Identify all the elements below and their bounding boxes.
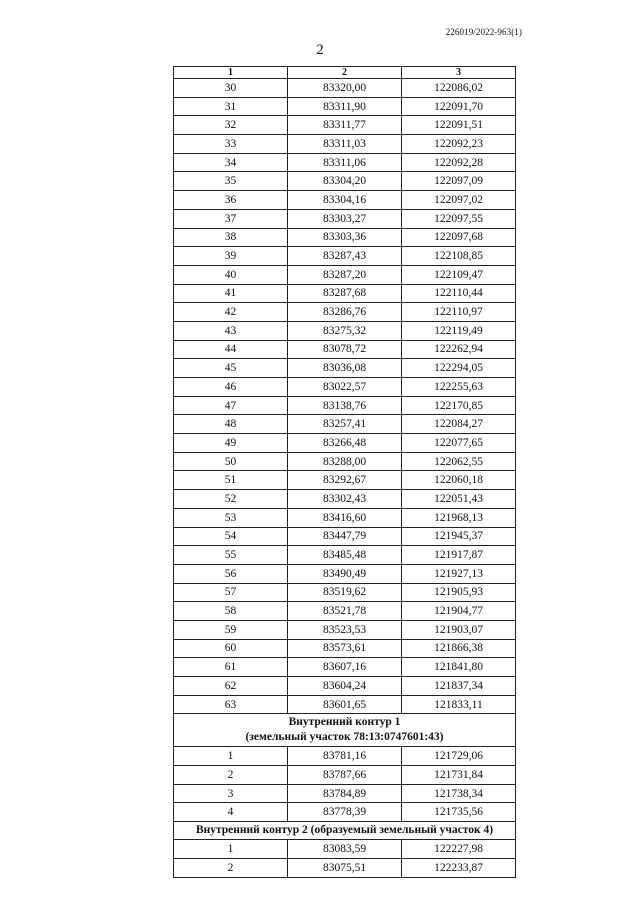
section-header-row <box>174 714 516 747</box>
table-row <box>174 583 516 602</box>
page-number: 2 <box>316 42 324 58</box>
coordinate-x: 83311,77 <box>288 116 402 135</box>
table-row <box>174 415 516 434</box>
coordinate-x: 83286,76 <box>288 303 402 322</box>
table-row <box>174 658 516 677</box>
coordinate-y: 121917,87 <box>402 546 516 565</box>
table-row <box>174 527 516 546</box>
coordinate-y: 121866,38 <box>402 639 516 658</box>
point-number: 59 <box>174 620 288 639</box>
point-number: 60 <box>174 639 288 658</box>
coordinate-x: 83302,43 <box>288 490 402 509</box>
inner-contour-1-rows <box>174 747 516 822</box>
coordinate-y: 122108,85 <box>402 247 516 266</box>
coordinate-x: 83485,48 <box>288 546 402 565</box>
point-number: 1 <box>174 747 288 766</box>
coordinate-x: 83083,59 <box>288 840 402 859</box>
coordinate-y: 121837,34 <box>402 677 516 696</box>
point-number: 45 <box>174 359 288 378</box>
coordinate-y: 122097,09 <box>402 172 516 191</box>
point-number: 2 <box>174 858 288 877</box>
coordinate-x: 83784,89 <box>288 784 402 803</box>
table-row <box>174 766 516 785</box>
table-row <box>174 747 516 766</box>
point-number: 40 <box>174 265 288 284</box>
section-title-line: Внутренний контур 1 <box>288 716 401 729</box>
coordinate-x: 83303,27 <box>288 209 402 228</box>
table-row <box>174 602 516 621</box>
coordinate-y: 121945,37 <box>402 527 516 546</box>
coordinate-y: 122097,68 <box>402 228 516 247</box>
table-row <box>174 396 516 415</box>
coordinate-x: 83266,48 <box>288 434 402 453</box>
table-row <box>174 284 516 303</box>
table-row <box>174 172 516 191</box>
coordinate-x: 83490,49 <box>288 564 402 583</box>
table-row <box>174 508 516 527</box>
table-row <box>174 639 516 658</box>
point-number: 49 <box>174 434 288 453</box>
section-header-row <box>174 822 516 840</box>
coordinate-y: 122092,28 <box>402 153 516 172</box>
table-row <box>174 620 516 639</box>
coordinate-x: 83138,76 <box>288 396 402 415</box>
coordinate-x: 83287,43 <box>288 247 402 266</box>
table-row <box>174 471 516 490</box>
column-header: 2 <box>288 67 402 79</box>
point-number: 48 <box>174 415 288 434</box>
table-row <box>174 153 516 172</box>
point-number: 58 <box>174 602 288 621</box>
coordinate-y: 122097,02 <box>402 191 516 210</box>
section-title-line: (земельный участок 78:13:0747601:43) <box>245 731 444 744</box>
coordinate-x: 83287,20 <box>288 265 402 284</box>
coordinate-y: 122233,87 <box>402 858 516 877</box>
table-row <box>174 265 516 284</box>
coordinates-table <box>173 66 516 878</box>
point-number: 42 <box>174 303 288 322</box>
coordinate-y: 121927,13 <box>402 564 516 583</box>
point-number: 30 <box>174 79 288 98</box>
table-row <box>174 79 516 98</box>
coordinate-x: 83604,24 <box>288 677 402 696</box>
table-row <box>174 228 516 247</box>
point-number: 39 <box>174 247 288 266</box>
point-number: 43 <box>174 321 288 340</box>
table-row <box>174 116 516 135</box>
coordinate-y: 121903,07 <box>402 620 516 639</box>
inner-contour-1 <box>174 714 516 747</box>
coordinate-x: 83416,60 <box>288 508 402 527</box>
inner-contour-2 <box>174 822 516 840</box>
point-number: 56 <box>174 564 288 583</box>
point-number: 50 <box>174 452 288 471</box>
coordinate-x: 83304,16 <box>288 191 402 210</box>
table-row <box>174 803 516 822</box>
table-row <box>174 840 516 859</box>
coordinate-y: 122062,55 <box>402 452 516 471</box>
coordinate-x: 83311,90 <box>288 97 402 116</box>
table-row <box>174 340 516 359</box>
coordinate-x: 83287,68 <box>288 284 402 303</box>
coordinate-x: 83601,65 <box>288 695 402 714</box>
coordinate-x: 83519,62 <box>288 583 402 602</box>
coordinate-x: 83292,67 <box>288 471 402 490</box>
coordinate-y: 121968,13 <box>402 508 516 527</box>
point-number: 61 <box>174 658 288 677</box>
coordinate-x: 83320,00 <box>288 79 402 98</box>
coordinate-y: 122092,23 <box>402 135 516 154</box>
point-number: 33 <box>174 135 288 154</box>
table-header-row <box>174 67 516 79</box>
coordinate-x: 83078,72 <box>288 340 402 359</box>
point-number: 3 <box>174 784 288 803</box>
coordinate-y: 122060,18 <box>402 471 516 490</box>
table-row <box>174 490 516 509</box>
coordinate-x: 83075,51 <box>288 858 402 877</box>
point-number: 57 <box>174 583 288 602</box>
coordinate-x: 83311,03 <box>288 135 402 154</box>
coordinate-x: 83447,79 <box>288 527 402 546</box>
coordinate-y: 121905,93 <box>402 583 516 602</box>
section-title: Внутренний контур 2 (образуемый земельный участок 4) <box>174 822 516 840</box>
table-row <box>174 452 516 471</box>
coordinate-x: 83778,39 <box>288 803 402 822</box>
coordinate-x: 83304,20 <box>288 172 402 191</box>
point-number: 54 <box>174 527 288 546</box>
coordinate-y: 122110,97 <box>402 303 516 322</box>
column-header: 1 <box>174 67 288 79</box>
point-number: 63 <box>174 695 288 714</box>
coordinate-x: 83521,78 <box>288 602 402 621</box>
point-number: 53 <box>174 508 288 527</box>
coordinate-y: 121904,77 <box>402 602 516 621</box>
table-row <box>174 858 516 877</box>
point-number: 35 <box>174 172 288 191</box>
point-number: 1 <box>174 840 288 859</box>
coordinate-x: 83787,66 <box>288 766 402 785</box>
coordinate-x: 83523,53 <box>288 620 402 639</box>
point-number: 41 <box>174 284 288 303</box>
table-row <box>174 359 516 378</box>
table-row <box>174 97 516 116</box>
coordinate-y: 122227,98 <box>402 840 516 859</box>
point-number: 36 <box>174 191 288 210</box>
table-row <box>174 303 516 322</box>
inner-contour-2-rows <box>174 840 516 877</box>
coordinate-y: 122084,27 <box>402 415 516 434</box>
coordinate-x: 83311,06 <box>288 153 402 172</box>
coordinate-x: 83257,41 <box>288 415 402 434</box>
coordinate-y: 121841,80 <box>402 658 516 677</box>
table-row <box>174 695 516 714</box>
coordinate-y: 121735,56 <box>402 803 516 822</box>
coordinate-y: 122086,02 <box>402 79 516 98</box>
coordinate-y: 122091,51 <box>402 116 516 135</box>
point-number: 2 <box>174 766 288 785</box>
coordinate-y: 122262,94 <box>402 340 516 359</box>
coordinate-x: 83022,57 <box>288 378 402 397</box>
point-number: 34 <box>174 153 288 172</box>
point-number: 47 <box>174 396 288 415</box>
coordinate-y: 121833,11 <box>402 695 516 714</box>
table-row <box>174 784 516 803</box>
document-id: 226019/2022-963(1) <box>445 27 522 37</box>
coordinate-y: 122170,85 <box>402 396 516 415</box>
coordinate-y: 122109,47 <box>402 265 516 284</box>
coordinate-y: 121738,34 <box>402 784 516 803</box>
coordinate-x: 83036,08 <box>288 359 402 378</box>
point-number: 55 <box>174 546 288 565</box>
table-row <box>174 434 516 453</box>
coordinate-y: 122077,65 <box>402 434 516 453</box>
coordinate-y: 122097,55 <box>402 209 516 228</box>
coordinate-x: 83303,36 <box>288 228 402 247</box>
point-number: 62 <box>174 677 288 696</box>
point-number: 46 <box>174 378 288 397</box>
coordinate-y: 122294,05 <box>402 359 516 378</box>
point-number: 51 <box>174 471 288 490</box>
section-title <box>174 714 516 747</box>
table-row <box>174 321 516 340</box>
coordinate-y: 122119,49 <box>402 321 516 340</box>
coordinate-x: 83275,32 <box>288 321 402 340</box>
coordinate-y: 122091,70 <box>402 97 516 116</box>
table-row <box>174 564 516 583</box>
coordinate-x: 83781,16 <box>288 747 402 766</box>
table-row <box>174 209 516 228</box>
point-number: 37 <box>174 209 288 228</box>
coordinate-y: 121729,06 <box>402 747 516 766</box>
coordinate-x: 83288,00 <box>288 452 402 471</box>
coordinate-y: 122255,63 <box>402 378 516 397</box>
table-row <box>174 135 516 154</box>
point-number: 38 <box>174 228 288 247</box>
table-row <box>174 191 516 210</box>
point-number: 31 <box>174 97 288 116</box>
coordinate-x: 83573,61 <box>288 639 402 658</box>
coordinate-y: 122051,43 <box>402 490 516 509</box>
point-number: 44 <box>174 340 288 359</box>
table-row <box>174 546 516 565</box>
coordinate-x: 83607,16 <box>288 658 402 677</box>
outer-contour-rows <box>174 79 516 714</box>
column-header: 3 <box>402 67 516 79</box>
table-row <box>174 378 516 397</box>
table-row <box>174 247 516 266</box>
coordinate-y: 122110,44 <box>402 284 516 303</box>
table-row <box>174 677 516 696</box>
point-number: 52 <box>174 490 288 509</box>
point-number: 4 <box>174 803 288 822</box>
coordinate-y: 121731,84 <box>402 766 516 785</box>
point-number: 32 <box>174 116 288 135</box>
